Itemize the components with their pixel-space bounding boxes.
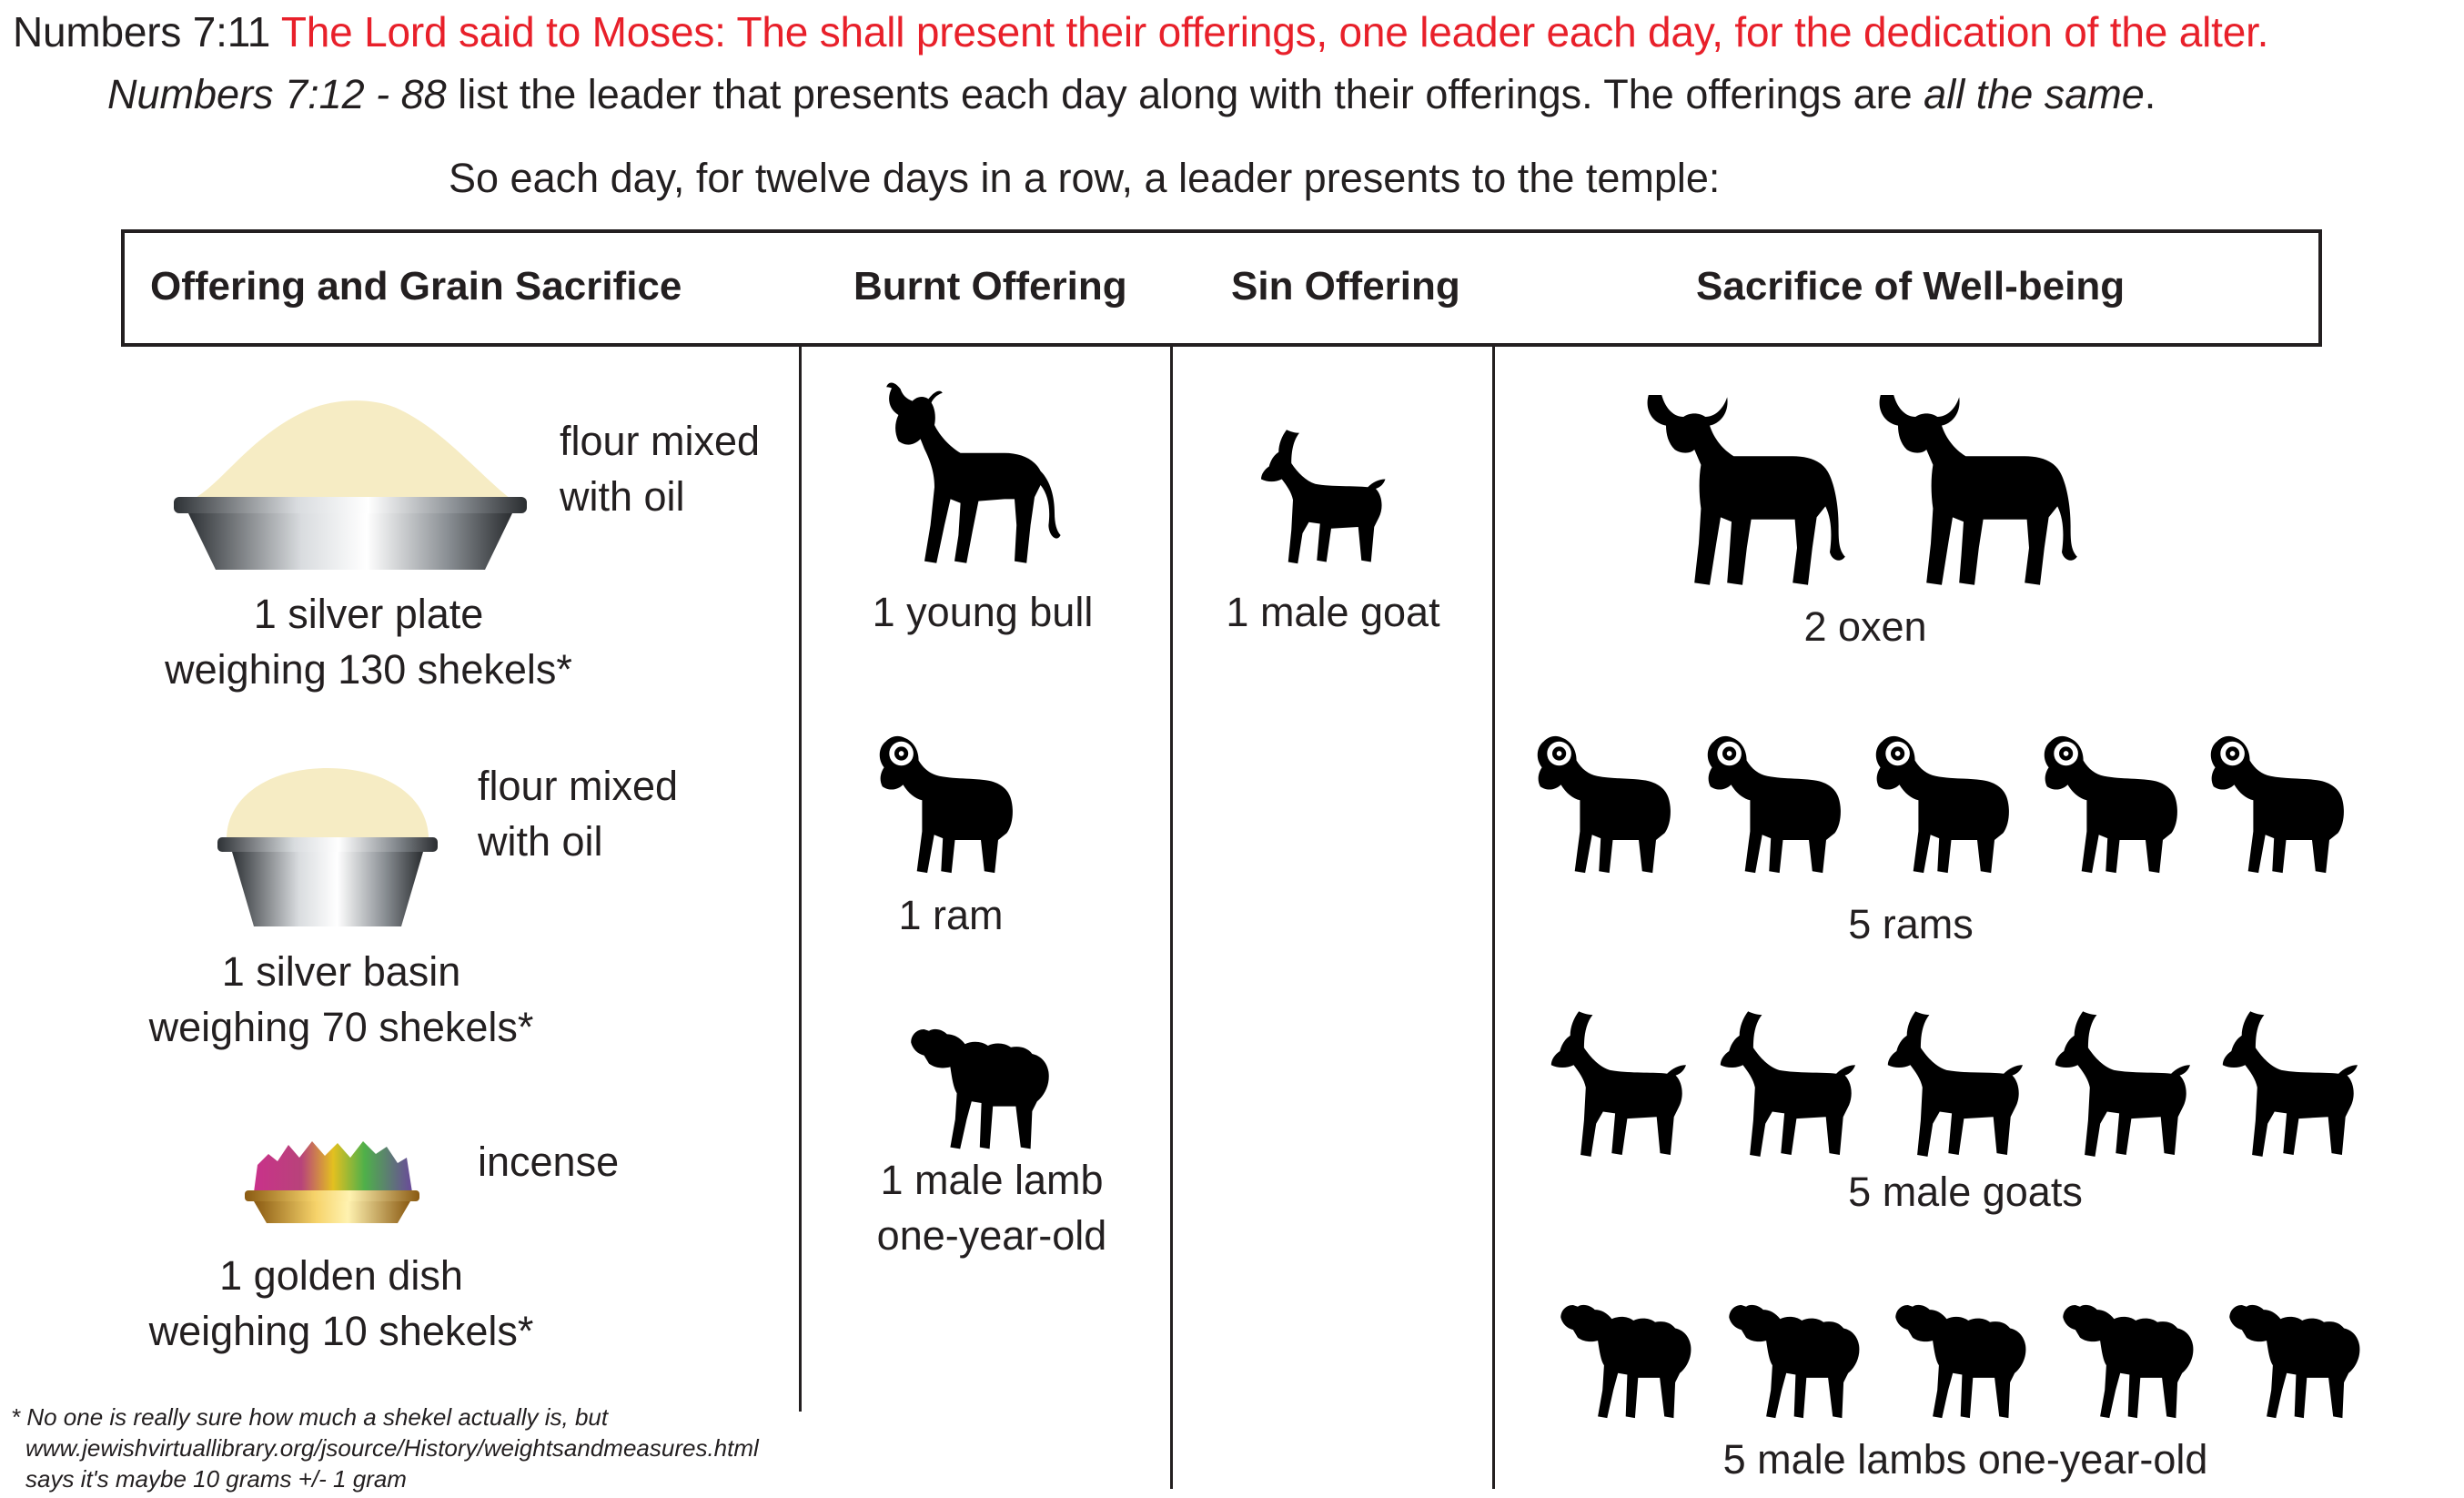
silver-basin-icon (214, 761, 441, 930)
goat-icon (1530, 999, 1703, 1172)
dish-label-2: weighing 10 shekels* (148, 1308, 534, 1354)
lamb-icon (2040, 1274, 2213, 1429)
header-sin: Sin Offering (1231, 264, 1460, 309)
goat-icon (2202, 999, 2375, 1172)
golden-dish-icon (241, 1138, 423, 1224)
goat-icon (1867, 999, 2040, 1172)
goat-icon (1242, 419, 1401, 578)
lamb-icon (2206, 1274, 2379, 1429)
intro-line-2 (107, 71, 2156, 118)
dish-label-1: 1 golden dish (219, 1252, 463, 1299)
rams-label: 5 rams (1848, 901, 1974, 947)
lamb-label-2: one-year-old (876, 1212, 1107, 1259)
lambs-label: 5 male lambs one-year-old (1722, 1436, 2208, 1483)
sin-goat-label: 1 male goat (1226, 589, 1440, 635)
ox-icon (1633, 373, 1852, 592)
column-divider-3 (1492, 347, 1495, 1489)
plate-label-1: 1 silver plate (253, 591, 484, 637)
header-grain: Offering and Grain Sacrifice (150, 264, 682, 309)
intro-line-1 (13, 7, 2268, 56)
footnote-2: www.jewishvirtuallibrary.org/jsource/History/weightsandmeasures.html (25, 1434, 759, 1462)
column-divider-2 (1170, 347, 1173, 1489)
plate-contents-1: flour mixed (560, 418, 761, 464)
basin-label-1: 1 silver basin (221, 948, 461, 995)
intro-line2-mid: list the leader that presents each day along with their offerings. The offerings are (446, 71, 1924, 117)
plate-contents-2: with oil (560, 473, 685, 520)
header-burnt: Burnt Offering (853, 264, 1127, 309)
basin-contents-1: flour mixed (478, 763, 679, 809)
bull-label: 1 young bull (872, 589, 1094, 635)
footnote-1: * No one is really sure how much a shekel actually is, but (11, 1403, 609, 1431)
ram-label: 1 ram (898, 892, 1004, 938)
basin-label-2: weighing 70 shekels* (148, 1004, 534, 1050)
lamb-icon (887, 997, 1069, 1160)
lamb-label-1: 1 male lamb (880, 1157, 1104, 1203)
footnote-3: says it's maybe 10 grams +/- 1 gram (25, 1465, 407, 1493)
ram-icon (2191, 719, 2364, 892)
goat-icon (1700, 999, 1873, 1172)
oxen-label: 2 oxen (1803, 603, 1927, 650)
lamb-icon (1538, 1274, 1711, 1429)
intro-line2-ref: Numbers 7:12 - 88 (107, 71, 447, 117)
dish-contents: incense (478, 1139, 620, 1185)
ram-icon (860, 719, 1033, 892)
intro-line-3: So each day, for twelve days in a row, a leader presents to the temple: (449, 155, 1721, 201)
header-wellbeing: Sacrifice of Well-being (1696, 264, 2126, 309)
basin-contents-2: with oil (478, 818, 603, 865)
ram-icon (1856, 719, 2029, 892)
ox-icon (1865, 373, 2084, 592)
ram-icon (1688, 719, 1861, 892)
column-divider-1 (799, 347, 802, 1412)
intro-line2-em: all the same (1924, 71, 2145, 117)
plate-label-2: weighing 130 shekels* (165, 646, 572, 693)
intro-line2-end: . (2144, 71, 2156, 117)
ram-icon (1518, 719, 1691, 892)
lamb-icon (1873, 1274, 2045, 1429)
intro-quote: The Lord said to Moses: The shall present their offerings, one leader each day, for the dedication of the alter. (280, 8, 2269, 56)
silver-plate-icon (168, 382, 532, 573)
goat-icon (2035, 999, 2207, 1172)
ram-icon (2025, 719, 2197, 892)
bull-icon (846, 375, 1083, 575)
goats-label: 5 male goats (1848, 1169, 2083, 1215)
lamb-icon (1706, 1274, 1879, 1429)
intro-reference: Numbers 7:11 (13, 8, 271, 56)
